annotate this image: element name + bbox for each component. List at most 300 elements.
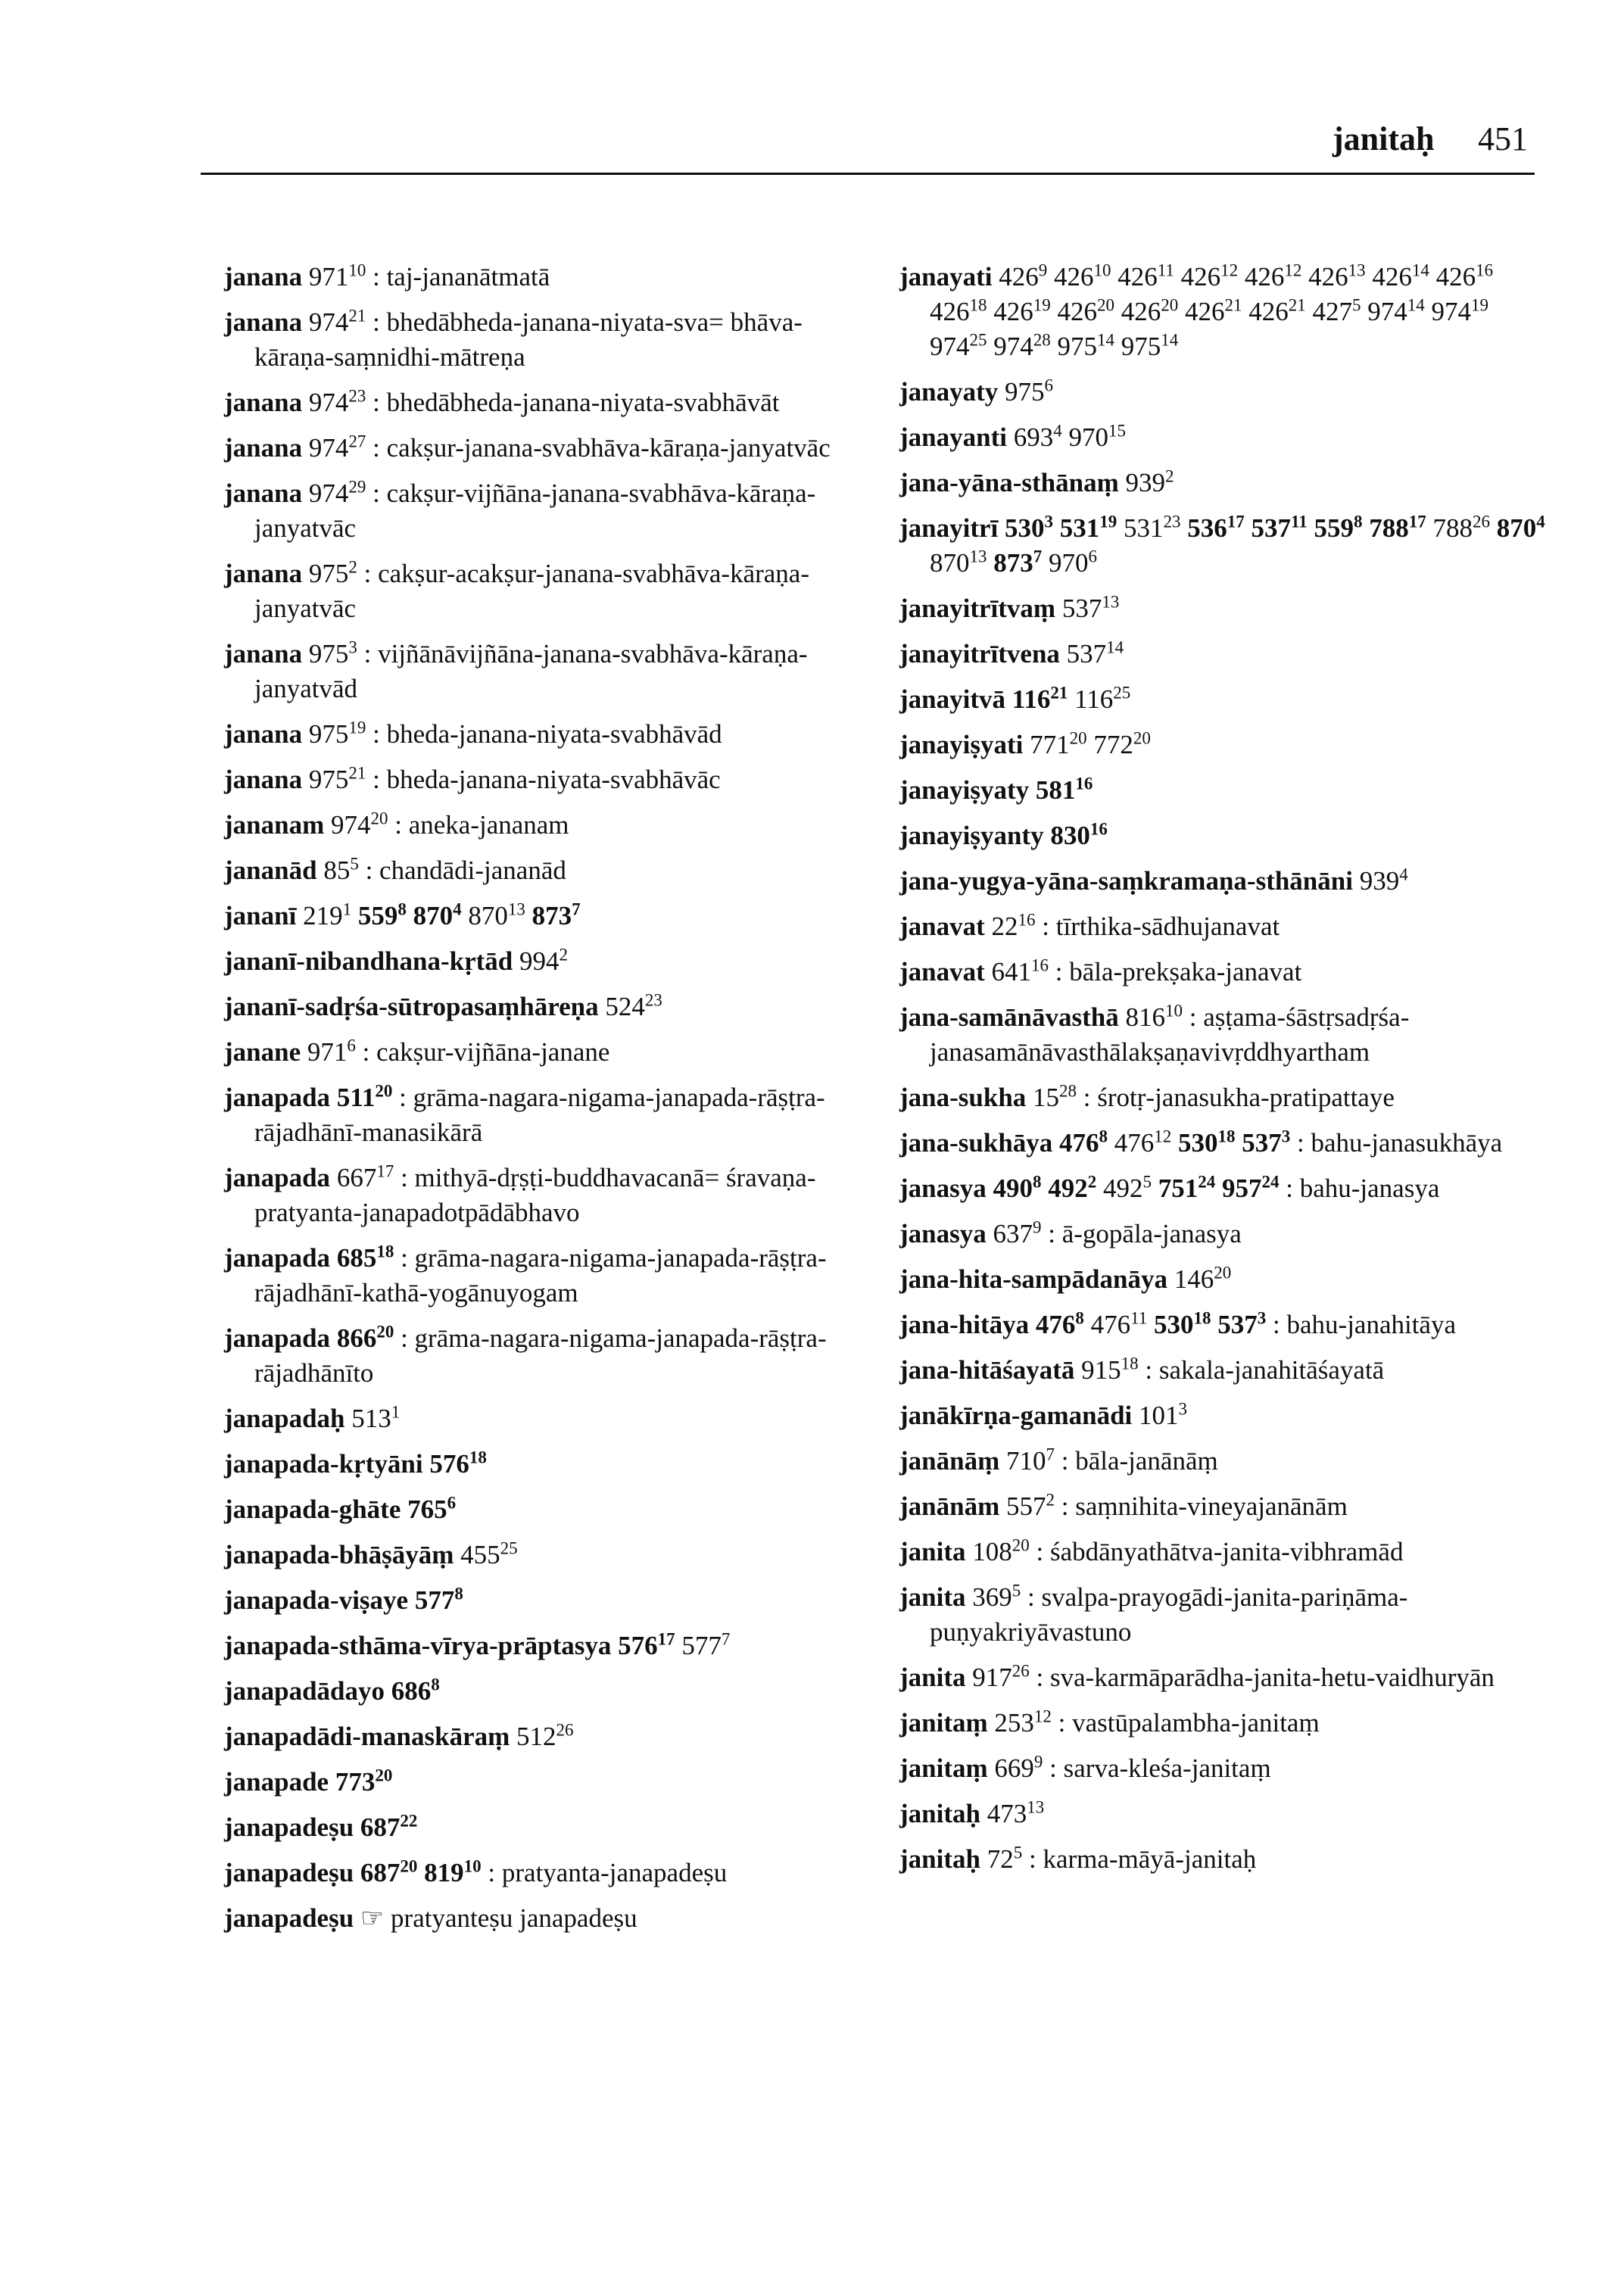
index-entry — [224, 717, 875, 752]
page-reference: $788^{26}$ — [1432, 512, 1490, 543]
entry-headword: janapada-viṣaye — [224, 1585, 409, 1615]
entry-headword: janana — [224, 559, 303, 588]
line-number: 8 — [1354, 512, 1363, 531]
index-entry — [899, 1535, 1551, 1569]
line-number: 6 — [347, 1036, 356, 1055]
line-number: 5 — [350, 854, 359, 874]
line-number: 18 — [1193, 1308, 1211, 1328]
entry-gloss: : cakṣur-vijñāna-janane — [355, 1037, 610, 1067]
line-number: 5 — [1142, 1172, 1152, 1192]
page-reference: $870^4$ — [413, 899, 462, 930]
line-number: 25 — [1113, 683, 1131, 703]
line-number: 24 — [1261, 1172, 1280, 1192]
line-number: 23 — [348, 386, 366, 406]
page-reference: $830^{16}$ — [1050, 819, 1108, 850]
line-number: 20 — [1011, 1535, 1030, 1555]
entry-headword: janayitrītvena — [899, 639, 1060, 669]
line-number: 5 — [1013, 1843, 1023, 1862]
line-number: 22 — [400, 1811, 418, 1831]
entry-headword: jananam — [224, 810, 325, 840]
line-number: 13 — [1348, 260, 1366, 280]
line-number: 2 — [1087, 1172, 1097, 1192]
page-reference: $772^{20}$ — [1093, 728, 1151, 759]
entry-gloss: : bāla-prekṣaka-janavat — [1049, 957, 1302, 986]
line-number: 20 — [1214, 1263, 1232, 1283]
line-number: 26 — [1473, 512, 1490, 531]
page-reference: $870^{13}$ — [930, 547, 987, 578]
page-reference: $108^{20}$ — [972, 1535, 1030, 1566]
entry-gloss: : taj-jananātmatā — [366, 262, 550, 291]
line-number: 26 — [1011, 1661, 1030, 1681]
line-number: 6 — [1088, 547, 1097, 566]
line-number: 3 — [1044, 512, 1054, 531]
index-entry — [224, 899, 875, 933]
page-reference: $476^8$ — [1059, 1127, 1108, 1158]
line-number: 20 — [375, 1766, 393, 1785]
page-reference: $975^{21}$ — [308, 763, 366, 794]
page-reference: $975^6$ — [1005, 376, 1054, 407]
line-number: 20 — [376, 1322, 394, 1342]
entry-headword: janana — [224, 478, 303, 508]
page-reference: $576^{17}$ — [618, 1629, 675, 1660]
page-reference: $524^{23}$ — [605, 990, 662, 1021]
entry-gloss: : sarva-kleśa-janitaṃ — [1043, 1753, 1271, 1783]
entry-gloss: : ā-gopāla-janasya — [1041, 1219, 1242, 1248]
index-entry — [899, 818, 1551, 853]
entry-gloss: : saṃnihita-vineyajanānām — [1055, 1491, 1348, 1521]
line-number: 20 — [1097, 295, 1114, 315]
right-column — [899, 260, 1551, 1887]
entry-gloss: : grāma-nagara-nigama-janapada-rāṣṭra-rājadhānīto — [254, 1323, 827, 1388]
page-number: 451 — [1478, 120, 1528, 157]
page-reference: $426^{20}$ — [1057, 295, 1114, 326]
page-reference: $530^3$ — [1005, 512, 1054, 543]
index-entry — [899, 864, 1551, 899]
page-reference: $710^7$ — [1006, 1445, 1055, 1476]
entry-headword: janayitrī — [899, 513, 999, 543]
page-reference: $641^{16}$ — [991, 955, 1049, 986]
line-number: 7 — [721, 1629, 731, 1649]
index-entry — [224, 1035, 875, 1070]
entry-headword: janapadādayo — [224, 1676, 385, 1706]
entry-gloss: : cakṣur-vijñāna-janana-svabhāva-kāraṇa-janyatvāc — [254, 478, 816, 543]
page-reference: $870^4$ — [1496, 512, 1545, 543]
index-entry — [899, 1353, 1551, 1388]
line-number: 4 — [453, 899, 462, 919]
index-entry — [224, 431, 875, 466]
entry-gloss: : bheda-janana-niyata-svabhāvād — [366, 719, 722, 749]
page-reference: $455^{25}$ — [460, 1538, 518, 1569]
page-reference: $970^{15}$ — [1068, 421, 1126, 452]
page-reference: $771^{20}$ — [1030, 728, 1087, 759]
index-entry — [899, 1217, 1551, 1251]
page-reference: $490^8$ — [993, 1172, 1042, 1203]
index-entry — [899, 375, 1551, 410]
page-reference: $116^{21}$ — [1011, 683, 1068, 714]
line-number: 15 — [1108, 421, 1126, 441]
line-number: 16 — [1075, 774, 1093, 793]
page-reference: $116^{25}$ — [1074, 683, 1131, 714]
page-reference: $975^2$ — [308, 557, 357, 588]
line-number: 10 — [348, 260, 366, 280]
page-reference: $667^{17}$ — [336, 1161, 394, 1192]
line-number: 1 — [342, 899, 352, 919]
page-reference: $939^2$ — [1125, 466, 1174, 497]
page-reference: $974^{23}$ — [308, 386, 366, 417]
page-reference: $22^{16}$ — [991, 910, 1036, 941]
index-entry — [224, 476, 875, 546]
entry-headword: janane — [224, 1037, 301, 1067]
page-reference: $530^{18}$ — [1154, 1308, 1211, 1339]
entry-gloss: : cakṣur-acakṣur-janana-svabhāva-kāraṇa-janyatvāc — [254, 559, 809, 623]
page-reference: $687^{20}$ — [360, 1856, 418, 1887]
index-entry — [224, 1810, 875, 1845]
line-number: 16 — [1031, 955, 1049, 975]
line-number: 13 — [1027, 1797, 1045, 1817]
page-reference: $974^{20}$ — [331, 809, 388, 840]
index-entry — [224, 1080, 875, 1150]
page-reference: $917^{26}$ — [972, 1661, 1030, 1692]
index-entry — [899, 1751, 1551, 1786]
index-entry — [899, 1398, 1551, 1433]
line-number: 10 — [1093, 260, 1111, 280]
page-reference: $537^{14}$ — [1066, 637, 1124, 669]
line-number: 12 — [1220, 260, 1239, 280]
index-entry — [899, 682, 1551, 717]
index-entry — [899, 511, 1551, 581]
line-number: 13 — [969, 547, 987, 566]
line-number: 29 — [348, 477, 366, 497]
entry-headword: janana — [224, 639, 303, 669]
page-reference: $427^5$ — [1312, 295, 1361, 326]
page-reference: $576^{18}$ — [429, 1448, 487, 1479]
line-number: 8 — [1033, 1172, 1042, 1192]
line-number: 21 — [1288, 295, 1306, 315]
line-number: 4 — [1053, 421, 1062, 441]
index-entry — [224, 1161, 875, 1230]
entry-headword: janana — [224, 262, 303, 291]
index-entry — [899, 1126, 1551, 1161]
page-reference: $426^{10}$ — [1054, 260, 1111, 291]
entry-headword: janayitrītvaṃ — [899, 594, 1056, 623]
entry-headword: janitaḥ — [899, 1799, 980, 1828]
page-reference: $975^{14}$ — [1057, 330, 1114, 361]
line-number: 17 — [376, 1161, 394, 1181]
page-reference: $492^2$ — [1048, 1172, 1097, 1203]
line-number: 20 — [1069, 728, 1087, 748]
index-entry — [899, 1308, 1551, 1342]
line-number: 3 — [348, 637, 357, 657]
page-reference: $974^{21}$ — [308, 306, 366, 337]
page-reference: $513^1$ — [351, 1402, 401, 1433]
entry-gloss: : mithyā-dṛṣṭi-buddhavacanā= śravaṇa-pratyanta-janapadotpādābhavo — [254, 1163, 816, 1227]
page-reference: $559^8$ — [357, 899, 407, 930]
page-reference: $369^5$ — [972, 1581, 1021, 1612]
line-number: 3 — [1178, 1399, 1188, 1419]
entry-gloss: : bheda-janana-niyata-svabhāvāc — [366, 765, 721, 794]
entry-gloss: : aṣṭama-śāstṛsadṛśa-janasamānāvasthālakṣaṇavivṛddhyartham — [930, 1002, 1410, 1067]
line-number: 6 — [447, 1493, 457, 1513]
line-number: 16 — [1089, 819, 1108, 839]
line-number: 6 — [1044, 376, 1054, 395]
page-reference: $687^{22}$ — [360, 1811, 418, 1842]
index-entry — [899, 591, 1551, 626]
page-reference: $426^{14}$ — [1372, 260, 1429, 291]
page-reference: $974^{19}$ — [1431, 295, 1488, 326]
line-number: 13 — [507, 899, 525, 919]
entry-headword: janapadeṣu — [224, 1858, 354, 1887]
entry-gloss: : karma-māyā-janitaḥ — [1022, 1844, 1257, 1874]
index-entry — [899, 1262, 1551, 1297]
entry-headword: janana — [224, 433, 303, 463]
line-number: 8 — [397, 899, 407, 919]
index-entry — [899, 1171, 1551, 1206]
page-reference: $557^2$ — [1006, 1490, 1055, 1521]
entry-headword: janākīrṇa-gamanādi — [899, 1401, 1133, 1430]
entry-headword: janapada-ghāte — [224, 1495, 401, 1524]
entry-headword: jana-yāna-sthānaṃ — [899, 468, 1119, 497]
page-reference: $531^{19}$ — [1059, 512, 1117, 543]
line-number: 18 — [1121, 1354, 1139, 1373]
page-reference: $537^3$ — [1217, 1308, 1267, 1339]
index-entry — [224, 305, 875, 375]
index-entry — [224, 1856, 875, 1890]
entry-headword: janavat — [899, 912, 985, 941]
page-reference: $974^{14}$ — [1367, 295, 1425, 326]
entry-headword: janayiṣyaty — [899, 775, 1030, 805]
index-entry — [224, 1719, 875, 1754]
line-number: 2 — [559, 945, 569, 965]
index-entry — [224, 944, 875, 979]
line-number: 23 — [644, 990, 662, 1010]
page-reference: $974^{27}$ — [308, 432, 366, 463]
entry-headword: janana — [224, 765, 303, 794]
index-entry — [899, 909, 1551, 944]
entry-gloss: : vastūpalambha-janitaṃ — [1051, 1708, 1320, 1738]
line-number: 20 — [370, 809, 388, 828]
line-number: 7 — [1033, 547, 1043, 566]
index-entry — [899, 955, 1551, 990]
line-number: 1 — [391, 1402, 401, 1422]
index-entry — [899, 420, 1551, 455]
page-reference: $537^{11}$ — [1251, 512, 1308, 543]
entry-gloss: : sakala-janahitāśayatā — [1138, 1355, 1385, 1385]
page-reference: $975^3$ — [308, 637, 357, 669]
line-number: 17 — [1408, 512, 1426, 531]
index-entry — [224, 1447, 875, 1482]
line-number: 26 — [556, 1720, 574, 1740]
line-number: 3 — [1281, 1127, 1291, 1146]
line-number: 14 — [1161, 330, 1179, 350]
index-entry — [899, 637, 1551, 672]
page-reference: $816^{10}$ — [1125, 1001, 1183, 1032]
entry-gloss: : bhedābheda-janana-niyata-sva= bhāva-kāraṇa-saṃnidhi-mātreṇa — [254, 307, 803, 372]
page-reference: $773^{20}$ — [335, 1766, 393, 1797]
page-reference: $751^{24}$ — [1158, 1172, 1216, 1203]
index-entry — [899, 1444, 1551, 1479]
entry-headword: janayiṣyanty — [899, 821, 1044, 850]
line-number: 21 — [1224, 295, 1242, 315]
entry-gloss: : bāla-janānāṃ — [1055, 1446, 1218, 1476]
entry-headword: janasya — [899, 1219, 987, 1248]
line-number: 8 — [454, 1584, 463, 1604]
page-reference: $974^{29}$ — [308, 477, 366, 508]
page-reference: $531^{23}$ — [1124, 512, 1181, 543]
page-reference: $426^{20}$ — [1121, 295, 1179, 326]
page-reference: $537^{13}$ — [1061, 592, 1120, 623]
entry-headword: janapadaḥ — [224, 1404, 345, 1433]
page-reference: $426^{12}$ — [1180, 260, 1239, 291]
entry-headword: janayati — [899, 262, 993, 291]
page-reference: $866^{20}$ — [336, 1322, 394, 1353]
index-entry — [224, 556, 875, 626]
page-reference: $476^{12}$ — [1114, 1127, 1172, 1158]
page-reference: $426^{13}$ — [1308, 260, 1366, 291]
entry-headword: janita — [899, 1582, 966, 1612]
line-number: 20 — [1161, 295, 1179, 315]
page-reference: $426^{11}$ — [1117, 260, 1174, 291]
page-reference: $686^8$ — [391, 1675, 440, 1706]
entry-gloss: : chandādi-jananād — [358, 856, 566, 885]
page-reference: $426^{21}$ — [1185, 295, 1242, 326]
line-number: 18 — [469, 1448, 487, 1467]
index-entry — [224, 260, 875, 295]
entry-headword: janita — [899, 1537, 966, 1566]
index-entry — [224, 1901, 875, 1936]
entry-gloss: : aneka-jananam — [388, 810, 569, 840]
entry-headword: jana-sukhāya — [899, 1128, 1053, 1158]
entry-headword: janana — [224, 719, 303, 749]
entry-gloss: : tīrthika-sādhujanavat — [1035, 912, 1280, 941]
entry-gloss: : śabdānyathātva-janita-vibhramād — [1029, 1537, 1404, 1566]
line-number: 2 — [1046, 1490, 1055, 1510]
line-number: 21 — [348, 763, 366, 783]
page-reference: $536^{17}$ — [1187, 512, 1245, 543]
line-number: 27 — [348, 432, 366, 451]
index-entry — [224, 1674, 875, 1709]
index-entry — [224, 808, 875, 843]
entry-gloss: : bahu-janasya — [1279, 1173, 1440, 1203]
line-number: 20 — [400, 1856, 418, 1876]
entry-headword: janapada — [224, 1243, 331, 1273]
line-number: 14 — [1097, 330, 1114, 350]
index-entry — [899, 1706, 1551, 1741]
line-number: 9 — [1033, 1752, 1043, 1772]
entry-headword: janapadeṣu — [224, 1812, 354, 1842]
index-entry — [899, 728, 1551, 762]
line-number: 14 — [1407, 295, 1425, 315]
entry-headword: janitaḥ — [899, 1844, 980, 1874]
line-number: 14 — [1106, 637, 1124, 657]
page-reference: $970^6$ — [1049, 547, 1097, 578]
line-number: 19 — [1099, 512, 1117, 531]
page-reference: $559^8$ — [1314, 512, 1363, 543]
entry-headword: janasya — [899, 1173, 987, 1203]
index-entry — [224, 990, 875, 1024]
line-number: 19 — [348, 718, 366, 737]
entry-gloss: : bhedābheda-janana-niyata-svabhāvāt — [366, 388, 780, 417]
line-number: 20 — [1133, 728, 1151, 748]
page-reference: $476^{11}$ — [1090, 1308, 1148, 1339]
line-number: 23 — [1163, 512, 1181, 531]
page-reference: $426^{18}$ — [930, 295, 987, 326]
page-reference: $101^3$ — [1139, 1399, 1188, 1430]
entry-headword: janayitvā — [899, 684, 1005, 714]
line-number: 4 — [1399, 865, 1408, 884]
line-number: 7 — [572, 899, 581, 919]
entry-headword: janana — [224, 307, 303, 337]
line-number: 28 — [1033, 330, 1051, 350]
page-reference: $85^5$ — [323, 854, 359, 885]
line-number: 28 — [1059, 1081, 1077, 1101]
line-number: 18 — [1217, 1127, 1236, 1146]
line-number: 19 — [1033, 295, 1051, 315]
line-number: 2 — [348, 557, 357, 577]
entry-headword: jananī — [224, 901, 297, 930]
page-reference: $765^6$ — [407, 1493, 457, 1524]
entry-headword: janānām — [899, 1491, 1000, 1521]
index-entry — [224, 1583, 875, 1618]
page-reference: $476^8$ — [1035, 1308, 1084, 1339]
line-number: 8 — [1075, 1308, 1084, 1328]
entry-headword: janavat — [899, 957, 985, 986]
entry-gloss: : śrotṛ-janasukha-pratipattaye — [1077, 1083, 1395, 1112]
line-number: 12 — [1284, 260, 1302, 280]
page-reference: $873^7$ — [531, 899, 581, 930]
line-number: 2 — [1165, 466, 1174, 486]
line-number: 24 — [1198, 1172, 1216, 1192]
page-reference: $530^{18}$ — [1178, 1127, 1236, 1158]
page-reference: $975^{14}$ — [1121, 330, 1179, 361]
index-entry — [224, 1538, 875, 1572]
index-entry — [899, 1580, 1551, 1650]
entry-headword: jananī-nibandhana-kṛtād — [224, 946, 513, 976]
index-entry — [224, 762, 875, 797]
left-column — [224, 260, 875, 1946]
line-number: 21 — [1050, 683, 1068, 703]
index-entry — [224, 385, 875, 420]
entry-headword: jana-hitāśayatā — [899, 1355, 1075, 1385]
page-reference: $971^{10}$ — [308, 260, 366, 291]
page-reference: $426^9$ — [999, 260, 1048, 291]
header-rule — [201, 173, 1535, 175]
page-reference: $957^{24}$ — [1222, 1172, 1280, 1203]
page-header — [0, 114, 1624, 167]
index-entry — [899, 1000, 1551, 1070]
page-reference: $426^{12}$ — [1244, 260, 1302, 291]
entry-headword: janayiṣyati — [899, 730, 1024, 759]
index-entry — [899, 1842, 1551, 1877]
entry-headword: janapada-sthāma-vīrya-prāptasya — [224, 1631, 612, 1660]
page-reference: $15^{28}$ — [1033, 1081, 1077, 1112]
page-reference: $581^{16}$ — [1035, 774, 1093, 805]
entry-headword: jananī-sadṛśa-sūtropasaṃhāreṇa — [224, 992, 599, 1021]
entry-headword: janapada-kṛtyāni — [224, 1449, 423, 1479]
index-entry — [224, 853, 875, 888]
page-reference: $511^{20}$ — [336, 1081, 393, 1112]
index-entry — [224, 637, 875, 706]
entry-headword: jana-sukha — [899, 1083, 1027, 1112]
entry-headword: janapada — [224, 1163, 331, 1192]
page-reference: $426^{21}$ — [1248, 295, 1306, 326]
line-number: 11 — [1157, 260, 1174, 280]
entry-headword: jana-hita-sampādanāya — [899, 1264, 1167, 1294]
line-number: 11 — [1291, 512, 1308, 531]
page-reference: $915^{18}$ — [1081, 1354, 1139, 1385]
page-reference: $473^{13}$ — [987, 1797, 1045, 1828]
index-entry — [899, 466, 1551, 500]
entry-headword: jana-samānāvasthā — [899, 1002, 1119, 1032]
